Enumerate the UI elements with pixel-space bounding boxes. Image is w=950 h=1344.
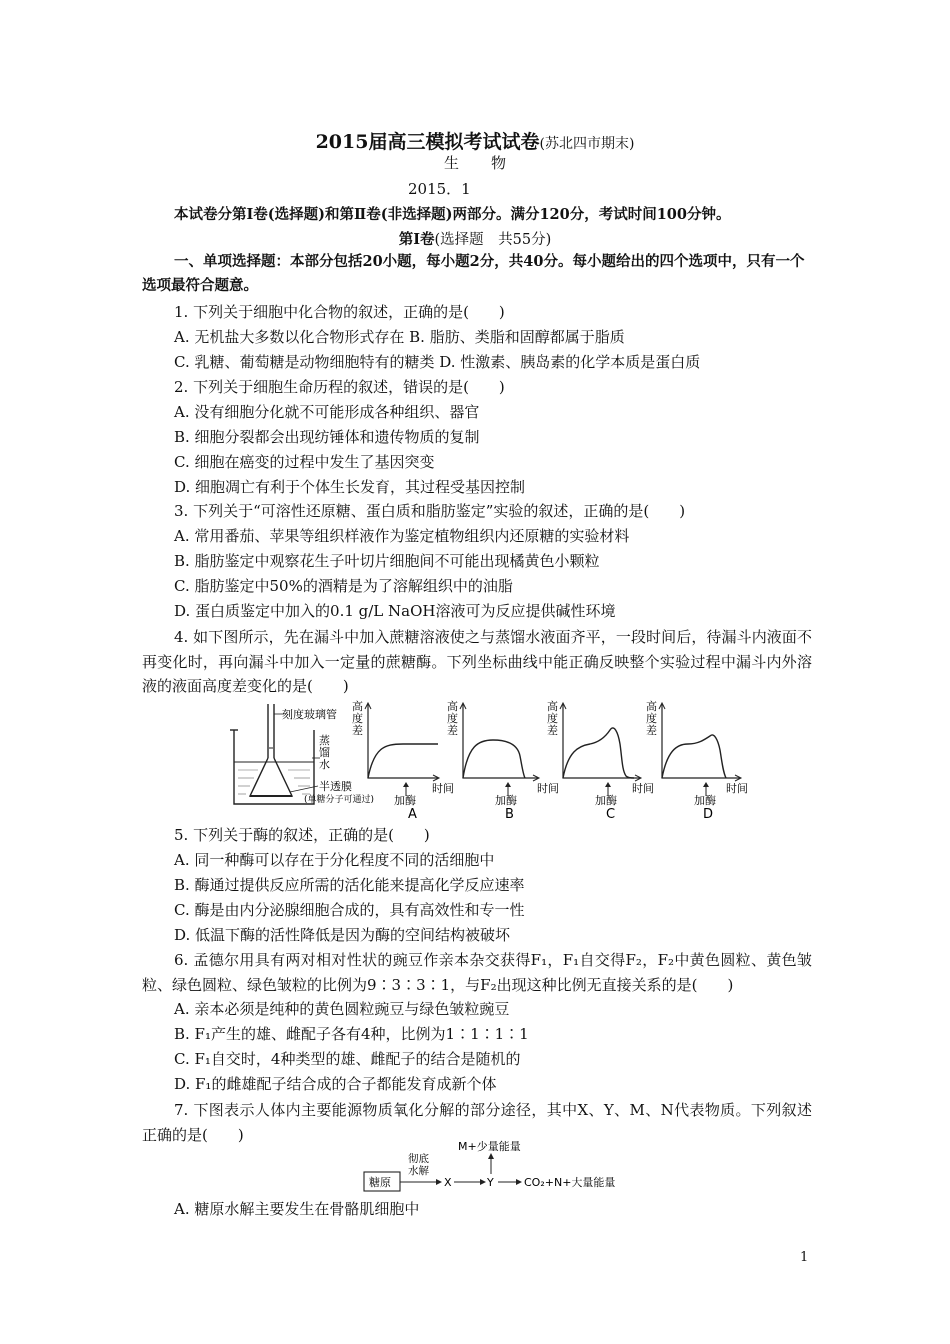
q2-option-b: B. 细胞分裂都会出现纺锤体和遗传物质的复制 (174, 428, 480, 446)
panel-label-A: A (408, 807, 417, 822)
graph-b-ylabel-3: 差 (447, 724, 458, 737)
q3-option-c: C. 脂肪鉴定中50%的酒精是为了溶解组织中的油脂 (174, 577, 513, 595)
graph-c-xlabel: 时间 (632, 782, 654, 795)
node-x: X (444, 1176, 452, 1189)
graph-c-enzyme: 加酶 (595, 794, 617, 807)
exam-notice: 本试卷分第Ⅰ卷(选择题)和第Ⅱ卷(非选择题)两部分。满分120分，考试时间100分钟。 (174, 206, 731, 223)
q4-figure (228, 700, 758, 822)
step-label-top: 彻底 (408, 1153, 429, 1165)
q2-option-c: C. 细胞在癌变的过程中发生了基因突变 (174, 453, 435, 471)
graph-a-ylabel-2: 度 (352, 712, 363, 725)
node-y: Y (487, 1176, 494, 1189)
graph-b (447, 700, 559, 822)
title-year: 2015 (315, 131, 369, 153)
graph-a-ylabel-1: 高 (352, 700, 363, 713)
q3-option-b: B. 脂肪鉴定中观察花生子叶切片细胞间不可能出现橘黄色小颗粒 (174, 552, 600, 570)
graph-c (547, 700, 654, 822)
glycogen-label: 糖原 (369, 1176, 391, 1189)
section-heading: 一、单项选择题：本部分包括20小题，每小题2分，共40分。每小题给出的四个选项中，只有一个选项最符合题意。 (142, 253, 805, 294)
title-main: 届高三模拟考试试卷 (368, 131, 540, 153)
graph-d-enzyme: 加酶 (694, 794, 716, 807)
water-label-3: 水 (319, 758, 330, 771)
q6-option-b: B. F₁产生的雄、雌配子各有4种，比例为1∶1∶1∶1 (174, 1025, 529, 1043)
graph-b-ylabel-2: 度 (447, 712, 458, 725)
q7-figure (360, 1140, 630, 1194)
q1-options-cd: C. 乳糖、葡萄糖是动物细胞特有的糖类 D. 性激素、胰岛素的化学本质是蛋白质 (174, 353, 701, 371)
exam-date: 2015．1 (408, 180, 471, 198)
step-label-bottom: 水解 (408, 1165, 429, 1177)
panel-label-D: D (703, 807, 714, 822)
graph-d (646, 700, 748, 822)
q2-option-d: D. 细胞凋亡有利于个体生长发育，其过程受基因控制 (174, 478, 526, 496)
panel-label-B: B (505, 807, 514, 822)
graph-a-enzyme: 加酶 (394, 794, 416, 807)
q3-option-a: A. 常用番茄、苹果等组织样液作为鉴定植物组织内还原糖的实验材料 (174, 527, 630, 545)
q5-option-c: C. 酶是由内分泌腺细胞合成的，具有高效性和专一性 (174, 901, 525, 919)
q4-stem: 4. 如下图所示，先在漏斗中加入蔗糖溶液使之与蒸馏水液面齐平，一段时间后，待漏斗内液面不再变化时，再向漏斗中加入一定量的蔗糖酶。下列坐标曲线中能正确反映整个实验过程中漏斗内外溶液的液面高度差变化的是( ) (142, 628, 812, 695)
graph-a-ylabel-3: 差 (352, 724, 363, 737)
title-sub: (苏北四市期末) (539, 136, 635, 152)
q6-option-c: C. F₁自交时，4种类型的雄、雌配子的结合是随机的 (174, 1050, 521, 1068)
page-number: 1 (800, 1250, 809, 1265)
q1-stem: 1. 下列关于细胞中化合物的叙述，正确的是( ) (174, 303, 505, 321)
q5-stem: 5. 下列关于酶的叙述，正确的是( ) (174, 826, 430, 844)
graph-d-ylabel-3: 差 (646, 724, 657, 737)
graph-c-ylabel-3: 差 (547, 724, 558, 737)
membrane-label: 半透膜 (319, 780, 352, 793)
q5-option-d: D. 低温下酶的活性降低是因为酶的空间结构被破坏 (174, 926, 511, 944)
node-top: M+少量能量 (458, 1140, 521, 1153)
water-label-1: 蒸 (319, 734, 330, 747)
q6-stem: 6. 孟德尔用具有两对相对性状的豌豆作亲本杂交获得F₁，F₁自交得F₂，F₂中黄色圆粒、黄色皱粒、绿色圆粒、绿色皱粒的比例为9∶3∶3∶1，与F₂出现这种比例无直接关系的是( ) (142, 951, 812, 994)
node-end: CO₂+N+大量能量 (524, 1176, 616, 1189)
graph-b-ylabel-1: 高 (447, 700, 458, 713)
q1-options-ab: A. 无机盐大多数以化合物形式存在 B. 脂肪、类脂和固醇都属于脂质 (174, 328, 625, 346)
graph-c-ylabel-2: 度 (547, 712, 558, 725)
graph-b-enzyme: 加酶 (495, 794, 517, 807)
graph-d-ylabel-2: 度 (646, 712, 657, 725)
part-heading (0, 228, 950, 249)
q6-option-a: A. 亲本必须是纯种的黄色圆粒豌豆与绿色皱粒豌豆 (174, 1000, 510, 1018)
tube-label: 刻度玻璃管 (282, 708, 337, 721)
graph-c-ylabel-1: 高 (547, 700, 558, 713)
q2-stem: 2. 下列关于细胞生命历程的叙述，错误的是( ) (174, 378, 505, 396)
graph-a (365, 703, 454, 807)
q7-stem: 7. 下图表示人体内主要能源物质氧化分解的部分途径，其中X、Y、M、N代表物质。下列叙述正确的是( ) (142, 1101, 812, 1144)
q5-option-b: B. 酶通过提供反应所需的活化能来提高化学反应速率 (174, 876, 525, 894)
q5-option-a: A. 同一种酶可以存在于分化程度不同的活细胞中 (174, 851, 495, 869)
part-desc: (选择题 共55分) (434, 232, 552, 248)
panel-label-C: C (606, 807, 616, 822)
q2-option-a: A. 没有细胞分化就不可能形成各种组织、器官 (174, 403, 480, 421)
part-label: 第Ⅰ卷 (398, 231, 435, 248)
graph-d-ylabel-1: 高 (646, 700, 657, 713)
q3-stem: 3. 下列关于“可溶性还原糖、蛋白质和脂肪鉴定”实验的叙述，正确的是( ) (174, 502, 686, 520)
graph-a-xlabel: 时间 (432, 782, 454, 795)
q3-option-d: D. 蛋白质鉴定中加入的0.1 g/L NaOH溶液可为反应提供碱性环境 (174, 602, 616, 620)
graph-b-xlabel: 时间 (537, 782, 559, 795)
q6-option-d: D. F₁的雌雄配子结合成的合子都能发育成新个体 (174, 1075, 497, 1093)
membrane-note: (单糖分子可通过) (304, 795, 375, 805)
water-label-2: 馏 (319, 746, 330, 759)
q7-option-a: A. 糖原水解主要发生在骨骼肌细胞中 (174, 1200, 420, 1218)
subject-label: 生物 (443, 154, 538, 172)
exam-title (0, 127, 950, 154)
graph-d-xlabel: 时间 (726, 782, 748, 795)
